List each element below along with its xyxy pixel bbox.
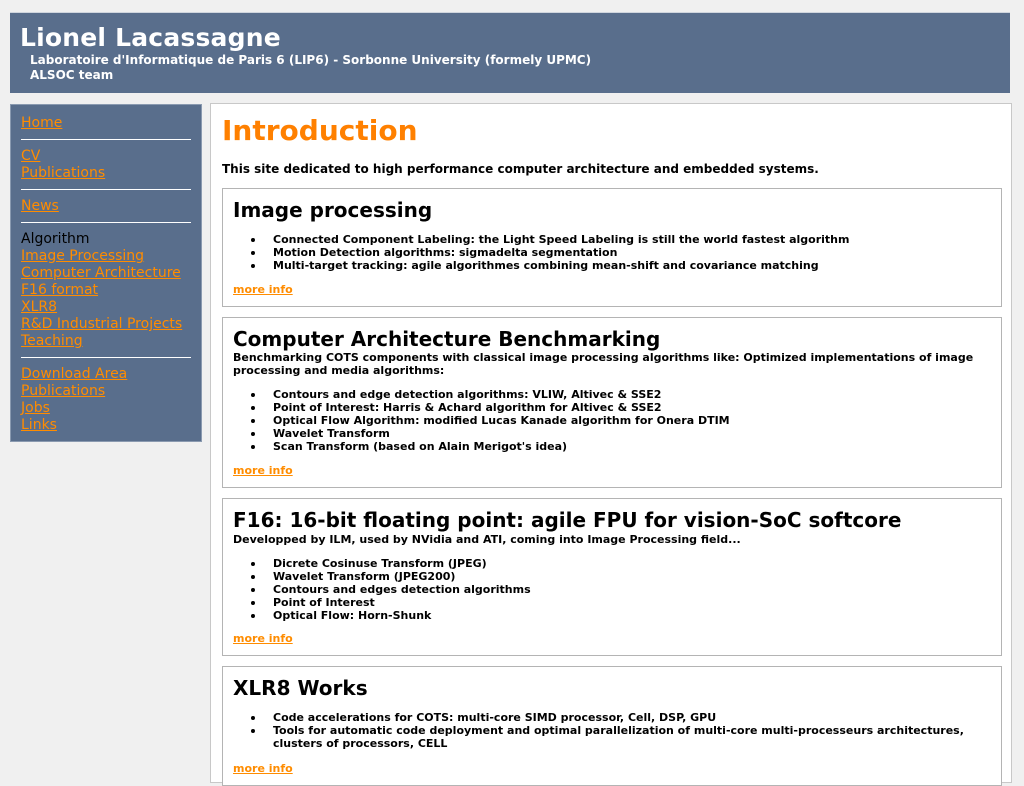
nav-link-f16-format[interactable]: F16 format xyxy=(21,282,99,298)
list-item: Contours and edge detection algorithms: VLIW, Altivec & SSE2 xyxy=(261,388,981,401)
section-list xyxy=(261,711,981,750)
section-f16 xyxy=(222,498,1002,656)
nav-group-home xyxy=(21,115,191,132)
section-title: F16: 16-bit floating point: agile FPU for vision-SoC softcore xyxy=(233,508,902,532)
list-item: Code accelerations for COTS: multi-core SIMD processor, Cell, DSP, GPU xyxy=(261,711,981,724)
nav-divider xyxy=(21,139,191,140)
list-item: Wavelet Transform xyxy=(261,427,981,440)
section-computer-architecture xyxy=(222,317,1002,488)
nav-link-rd-industrial-projects[interactable]: R&D Industrial Projects xyxy=(21,316,183,332)
nav-link-jobs[interactable]: Jobs xyxy=(21,400,50,416)
nav-link-publications-2[interactable]: Publications xyxy=(21,383,106,399)
nav-group-resources xyxy=(21,366,191,434)
section-title: Image processing xyxy=(233,198,433,222)
intro-text: This site dedicated to high performance computer architecture and embedded systems. xyxy=(222,162,819,176)
nav-link-news[interactable]: News xyxy=(21,198,59,214)
section-list xyxy=(261,388,981,453)
list-item: Contours and edges detection algorithms xyxy=(261,583,981,596)
nav-link-teaching[interactable]: Teaching xyxy=(21,333,83,349)
list-item: Multi-target tracking: agile algorithmes combining mean-shift and covariance matching xyxy=(261,259,981,272)
site-header xyxy=(10,12,1010,93)
nav-link-links[interactable]: Links xyxy=(21,417,57,433)
section-description: Benchmarking COTS components with classical image processing algorithms like: Optimized implementations of image processing and media algorithms: xyxy=(233,351,974,377)
more-info-link[interactable]: more info xyxy=(233,762,293,775)
sidebar-nav xyxy=(10,104,202,442)
list-item: Point of Interest xyxy=(261,596,981,609)
nav-heading-algorithm: Algorithm xyxy=(21,231,90,247)
nav-link-home[interactable]: Home xyxy=(21,115,63,131)
list-item: Point of Interest: Harris & Achard algorithm for Altivec & SSE2 xyxy=(261,401,981,414)
section-xlr8 xyxy=(222,666,1002,786)
section-title: Computer Architecture Benchmarking xyxy=(233,327,661,351)
nav-group-research xyxy=(21,231,191,350)
list-item: Dicrete Cosinuse Transform (JPEG) xyxy=(261,557,981,570)
page-title: Introduction xyxy=(222,114,418,147)
site-team: ALSOC team xyxy=(30,68,114,82)
nav-group-cv xyxy=(21,148,191,182)
list-item: Wavelet Transform (JPEG200) xyxy=(261,570,981,583)
section-description: Developped by ILM, used by NVidia and ATI, coming into Image Processing field... xyxy=(233,533,741,546)
more-info-link[interactable]: more info xyxy=(233,464,293,477)
nav-link-computer-architecture[interactable]: Computer Architecture xyxy=(21,265,181,281)
nav-link-publications[interactable]: Publications xyxy=(21,165,106,181)
list-item: Optical Flow Algorithm: modified Lucas Kanade algorithm for Onera DTIM xyxy=(261,414,981,427)
nav-link-image-processing[interactable]: Image Processing xyxy=(21,248,145,264)
site-affiliation: Laboratoire d'Informatique de Paris 6 (LIP6) - Sorbonne University (formely UPMC) xyxy=(30,53,592,67)
nav-group-news xyxy=(21,198,191,215)
list-item: Optical Flow: Horn-Shunk xyxy=(261,609,981,622)
list-item: Motion Detection algorithms: sigmadelta segmentation xyxy=(261,246,981,259)
nav-divider xyxy=(21,357,191,358)
section-image-processing xyxy=(222,188,1002,307)
more-info-link[interactable]: more info xyxy=(233,283,293,296)
list-item: Tools for automatic code deployment and optimal parallelization of multi-core multi-processeurs architectures, clusters of processors, CELL xyxy=(261,724,981,750)
main-content xyxy=(210,103,1012,783)
site-title: Lionel Lacassagne xyxy=(20,23,281,52)
section-list xyxy=(261,233,981,272)
nav-divider xyxy=(21,222,191,223)
nav-link-cv[interactable]: CV xyxy=(21,148,41,164)
more-info-link[interactable]: more info xyxy=(233,632,293,645)
nav-link-xlr8[interactable]: XLR8 xyxy=(21,299,58,315)
section-list xyxy=(261,557,981,622)
list-item: Scan Transform (based on Alain Merigot's idea) xyxy=(261,440,981,453)
section-title: XLR8 Works xyxy=(233,676,368,700)
nav-divider xyxy=(21,189,191,190)
nav-link-download-area[interactable]: Download Area xyxy=(21,366,128,382)
list-item: Connected Component Labeling: the Light Speed Labeling is still the world fastest algorithm xyxy=(261,233,981,246)
